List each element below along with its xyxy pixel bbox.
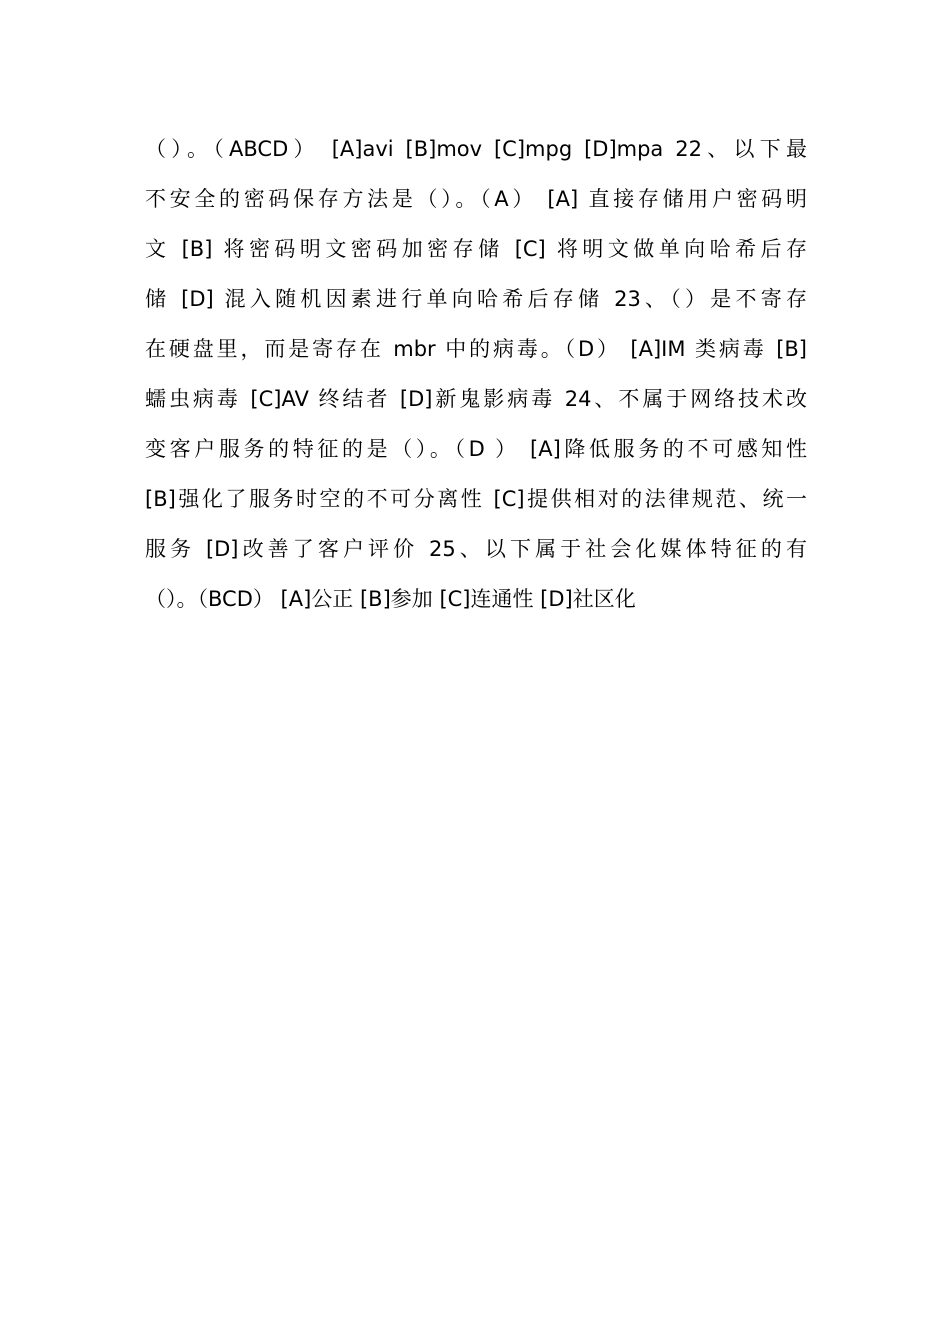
text-line-3: 文 [B] 将密码明文密码加密存储 [C] 将明文做单向哈希后存 bbox=[145, 237, 807, 261]
text-line-1: （）。（ABCD） [A]avi [B]mov [C]mpg [D]mpa 22、以下最 bbox=[145, 137, 807, 161]
text-line-5: 在硬盘里，而是寄存在 mbr 中的病毒。（D） [A]IM 类病毒 [B] bbox=[145, 337, 807, 361]
text-line-9: 服务 [D]改善了客户评价 25、以下属于社会化媒体特征的有 bbox=[145, 537, 807, 561]
question-text-block bbox=[145, 124, 807, 624]
text-line-4: 储 [D] 混入随机因素进行单向哈希后存储 23、（）是不寄存 bbox=[145, 287, 807, 311]
text-line-8: [B]强化了服务时空的不可分离性 [C]提供相对的法律规范、统一 bbox=[145, 487, 807, 511]
text-line-6: 蠕虫病毒 [C]AV 终结者 [D]新鬼影病毒 24、不属于网络技术改 bbox=[145, 387, 807, 411]
text-line-2: 不安全的密码保存方法是（）。（A） [A] 直接存储用户密码明 bbox=[145, 187, 807, 211]
text-line-7: 变客户服务的特征的是（）。（D ） [A]降低服务的不可感知性 bbox=[145, 437, 807, 461]
text-line-10: （）。（BCD） [A]公正 [B]参加 [C]连通性 [D]社区化 bbox=[145, 587, 636, 611]
